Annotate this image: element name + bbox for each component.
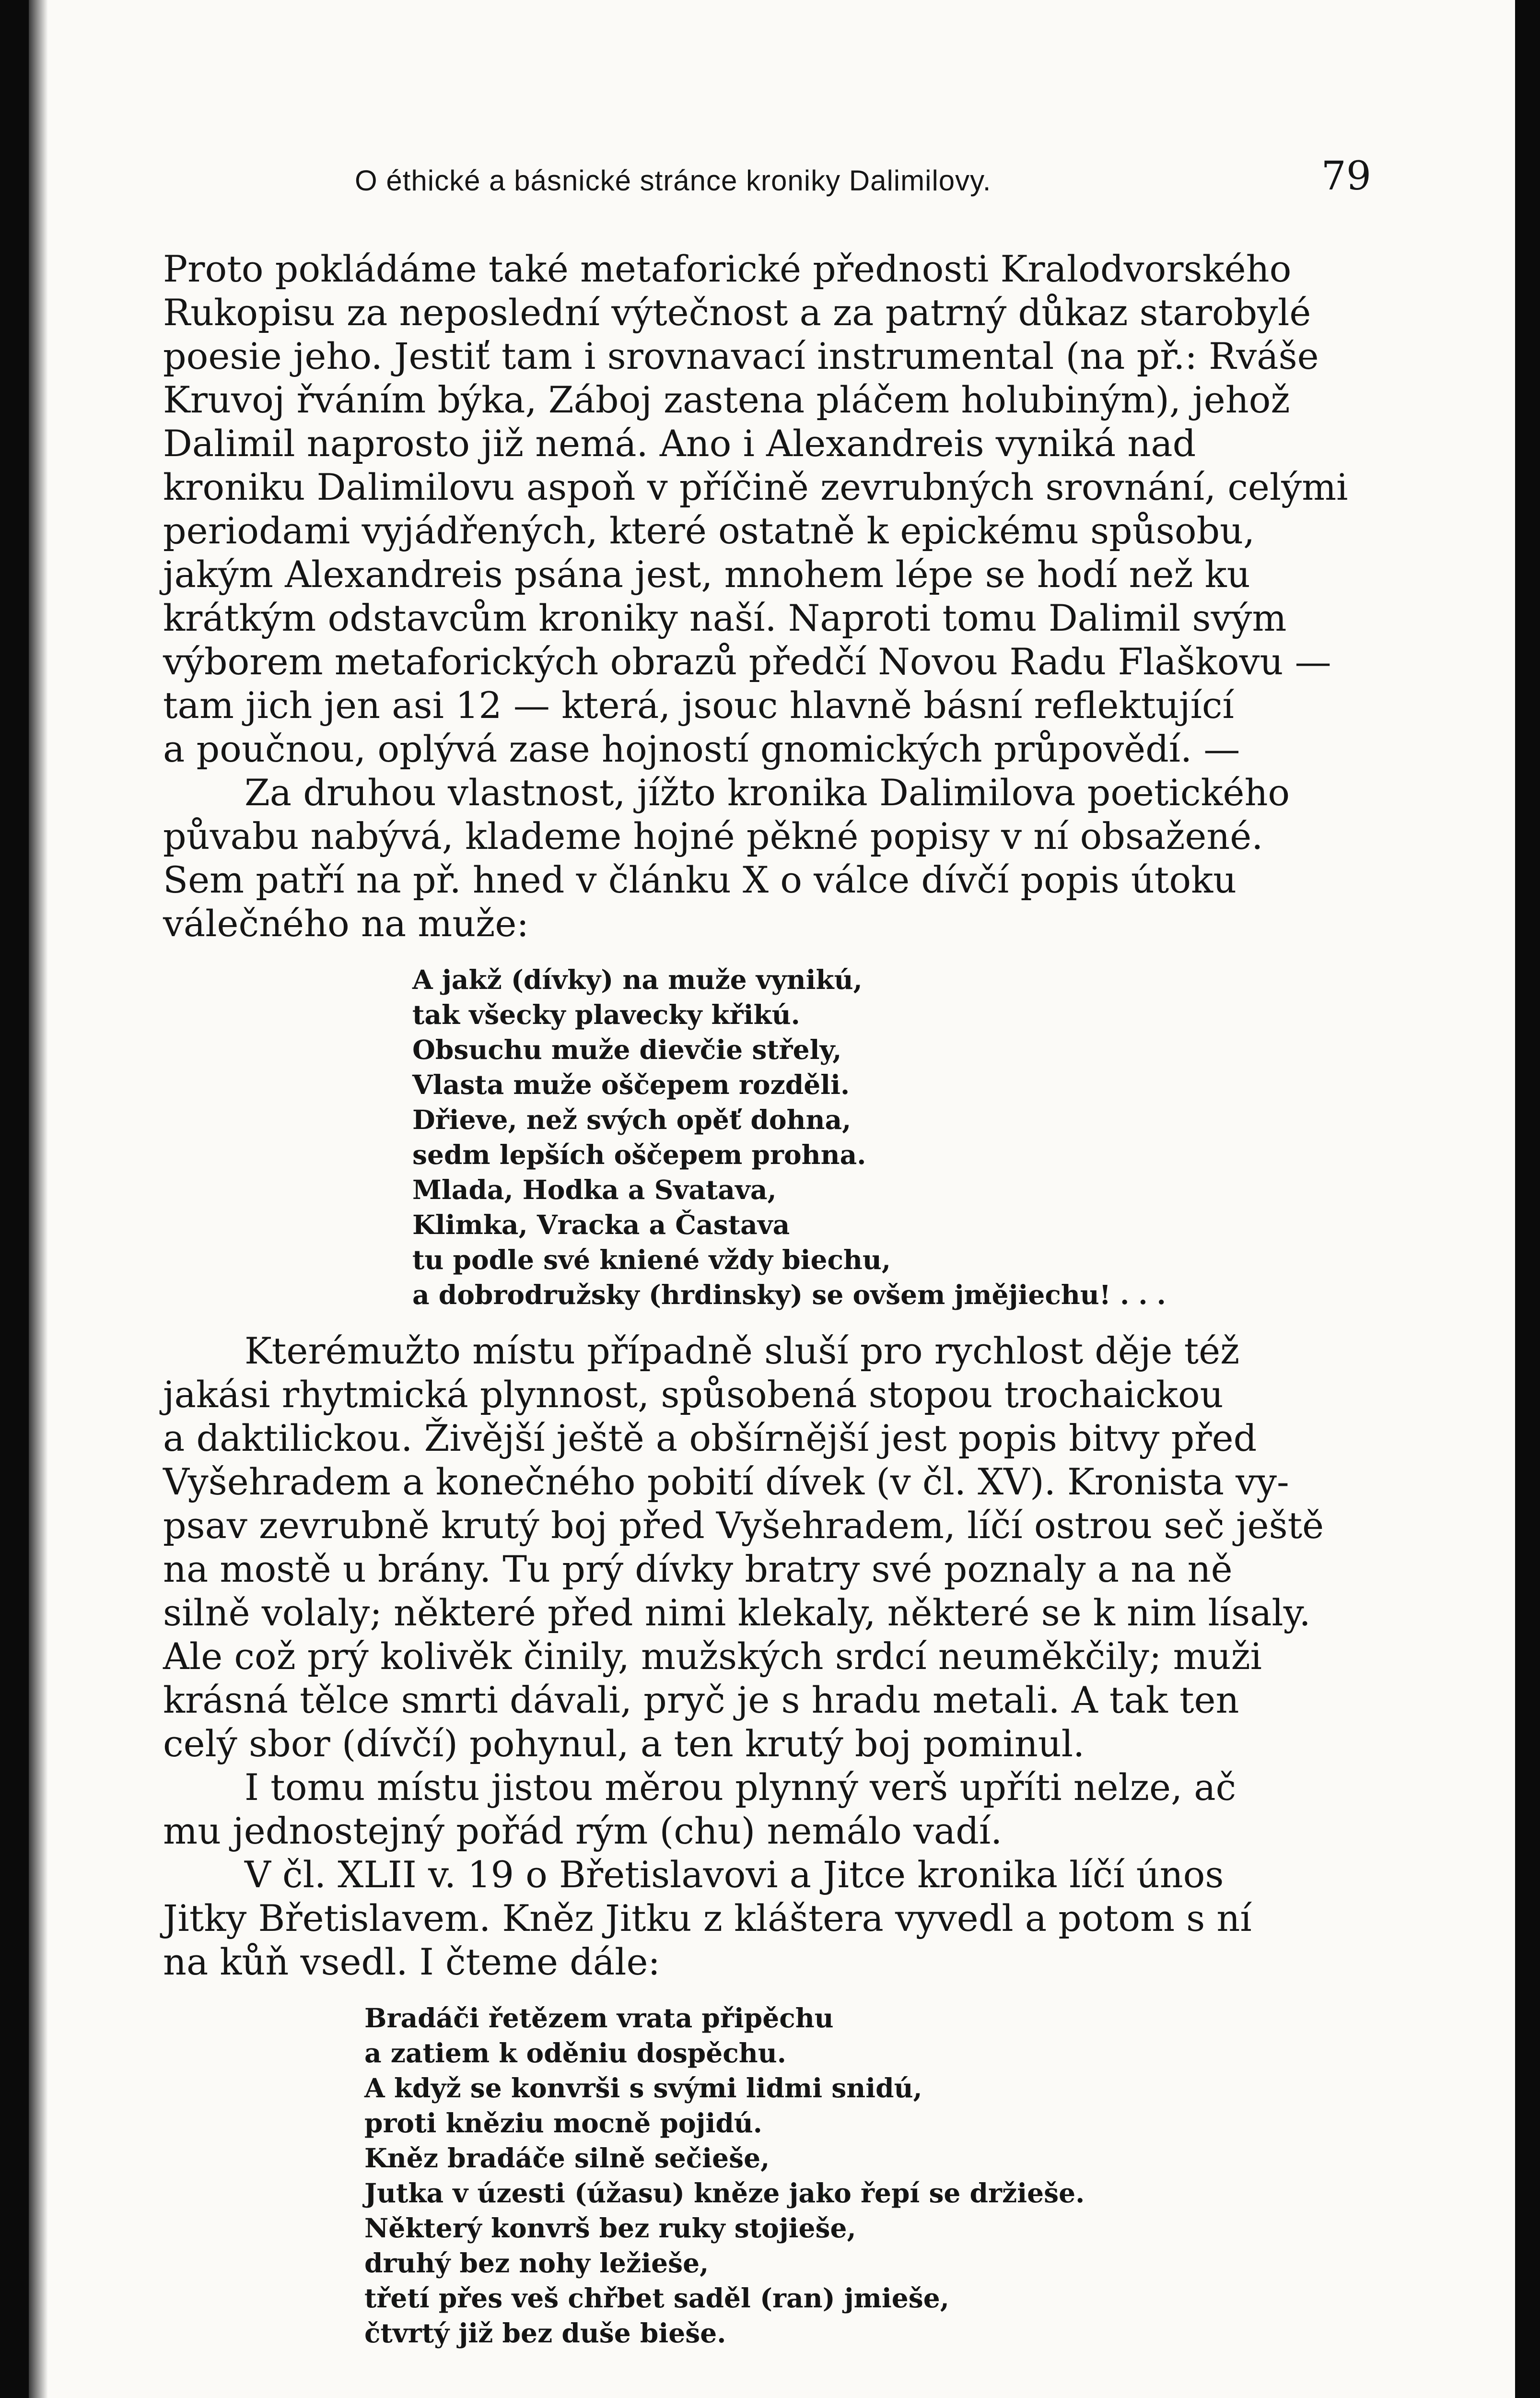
text-line: silně volaly; některé před nimi klekaly, některé se k nim lísaly.: [163, 1591, 1311, 1634]
text-line: a poučnou, oplývá zase hojností gnomických průpovědí. —: [163, 728, 1240, 770]
verse-quote-battle: [412, 962, 1371, 1312]
verse-line: druhý bez nohy ležieše,: [364, 2247, 709, 2279]
text-block-1: [163, 247, 1371, 945]
paragraph-p4: [163, 1765, 1371, 1853]
verse-line: Vlasta muže oščepem rozděli.: [412, 1069, 850, 1100]
page-number: 79: [1321, 153, 1371, 199]
text-line: na mostě u brány. Tu prý dívky bratry své poznaly a na ně: [163, 1548, 1233, 1590]
verse-line: třetí přes veš chřbet saděl (ran) jmieše,: [364, 2282, 949, 2314]
text-line: Jitky Břetislavem. Kněz Jitku z kláštera vyvedl a potom s ní: [163, 1897, 1252, 1940]
text-line: periodami vyjádřených, které ostatně k epickému spůsobu,: [163, 509, 1255, 552]
verse-line: Dřieve, než svých opěť dohna,: [412, 1104, 852, 1135]
text-line: výborem metaforických obrazů předčí Novou Radu Flaškovu —: [163, 640, 1331, 683]
text-line: jakým Alexandreis psána jest, mnohem lépe se hodí než ku: [163, 553, 1250, 596]
verse-line: A jakž (dívky) na muže vynikú,: [412, 964, 863, 995]
text-line: půvabu nabývá, klademe hojné pěkné popisy v ní obsažené.: [163, 815, 1263, 858]
text-line: Proto pokládáme také metaforické přednosti Kralodvorského: [163, 247, 1292, 290]
text-line: Vyšehradem a konečného pobití dívek (v čl. XV). Kronista vy-: [163, 1460, 1289, 1503]
text-line: psav zevrubně krutý boj před Vyšehradem, líčí ostrou seč ještě: [163, 1504, 1324, 1547]
text-line: Ale což prý kolivěk činily, mužských srdcí neuměkčily; muži: [163, 1635, 1262, 1678]
text-line: na kůň vsedl. I čteme dále:: [163, 1940, 661, 1983]
verse-line: Klimka, Vracka a Častava: [412, 1209, 790, 1240]
verse-line: Bradáči řetězem vrata připěchu: [364, 2002, 834, 2034]
verse-line: Jutka v úzesti (úžasu) kněze jako řepí se držieše.: [364, 2177, 1085, 2209]
verse-line: Kněz bradáče silně sečieše,: [364, 2142, 770, 2174]
text-line: Dalimil naprosto již nemá. Ano i Alexandreis vyniká nad: [163, 422, 1196, 465]
text-line: poesie jeho. Jestiť tam i srovnavací instrumental (na př.: Rváše: [163, 335, 1319, 377]
verse-line: tu podle své kniené vždy biechu,: [412, 1244, 891, 1275]
verse-line: a dobrodružsky (hrdinsky) se ovšem jmějiechu! . . .: [412, 1279, 1166, 1310]
running-title: O éthické a básnické stránce kroniky Dalimilovy.: [355, 165, 992, 197]
verse-line: A když se konvrši s svými lidmi snidú,: [364, 2072, 922, 2104]
page-body: [163, 247, 1371, 2351]
text-line: kroniku Dalimilovu aspoň v příčině zevrubných srovnání, celými: [163, 466, 1348, 508]
text-line: Sem patří na př. hned v článku X o válce dívčí popis útoku: [163, 858, 1237, 901]
verse-line: proti kněziu mocně pojidú.: [364, 2107, 762, 2139]
paragraph-p5: [163, 1853, 1371, 1984]
text-line: V čl. XLII v. 19 o Břetislavovi a Jitce kronika líčí únos: [245, 1853, 1224, 1896]
text-line: Kruvoj řváním býka, Záboj zastena pláčem holubiným), jehož: [163, 378, 1290, 421]
text-line: Kterémužto místu případně sluší pro rychlost děje též: [245, 1329, 1240, 1372]
paragraph-p1: [163, 247, 1371, 771]
text-line: I tomu místu jistou měrou plynný verš upříti nelze, ač: [245, 1766, 1237, 1809]
text-line: krátkým odstavcům kroniky naší. Naproti tomu Dalimil svým: [163, 597, 1287, 639]
verse-line: a zatiem k oděniu dospěchu.: [364, 2037, 786, 2069]
verse-quote-abduction: [364, 2000, 1371, 2351]
book-page: [29, 0, 1515, 2398]
page-header: [355, 153, 1371, 211]
text-line: celý sbor (dívčí) pohynul, a ten krutý boj pominul.: [163, 1722, 1085, 1765]
text-line: tam jich jen asi 12 — která, jsouc hlavně básní reflektující: [163, 684, 1234, 727]
verse-line: Obsuchu muže dievčie střely,: [412, 1034, 842, 1065]
text-line: krásná tělce smrti dávali, pryč je s hradu metali. A tak ten: [163, 1679, 1239, 1721]
text-line: jakási rhytmická plynnost, spůsobená stopou trochaickou: [163, 1373, 1224, 1416]
text-line: válečného na muže:: [163, 902, 529, 945]
page-gutter-shadow: [29, 0, 48, 2398]
text-line: Za druhou vlastnost, jížto kronika Dalimilova poetického: [245, 771, 1290, 814]
verse-line: tak všecky plavecky křikú.: [412, 999, 800, 1030]
paragraph-p2: [163, 771, 1371, 945]
text-line: a daktilickou. Živější ještě a obšírnější jest popis bitvy před: [163, 1417, 1257, 1459]
text-line: mu jednostejný pořád rým (chu) nemálo vadí.: [163, 1810, 1003, 1852]
verse-line: Mlada, Hodka a Svatava,: [412, 1174, 777, 1205]
verse-line: sedm lepších oščepem prohna.: [412, 1139, 866, 1170]
verse-line: čtvrtý již bez duše bieše.: [364, 2317, 726, 2349]
text-line: Rukopisu za neposlední výtečnost a za patrný důkaz starobylé: [163, 291, 1311, 334]
verse-line: Některý konvrš bez ruky stojieše,: [364, 2212, 856, 2244]
text-block-2: [163, 1329, 1371, 1984]
paragraph-p3: [163, 1329, 1371, 1765]
